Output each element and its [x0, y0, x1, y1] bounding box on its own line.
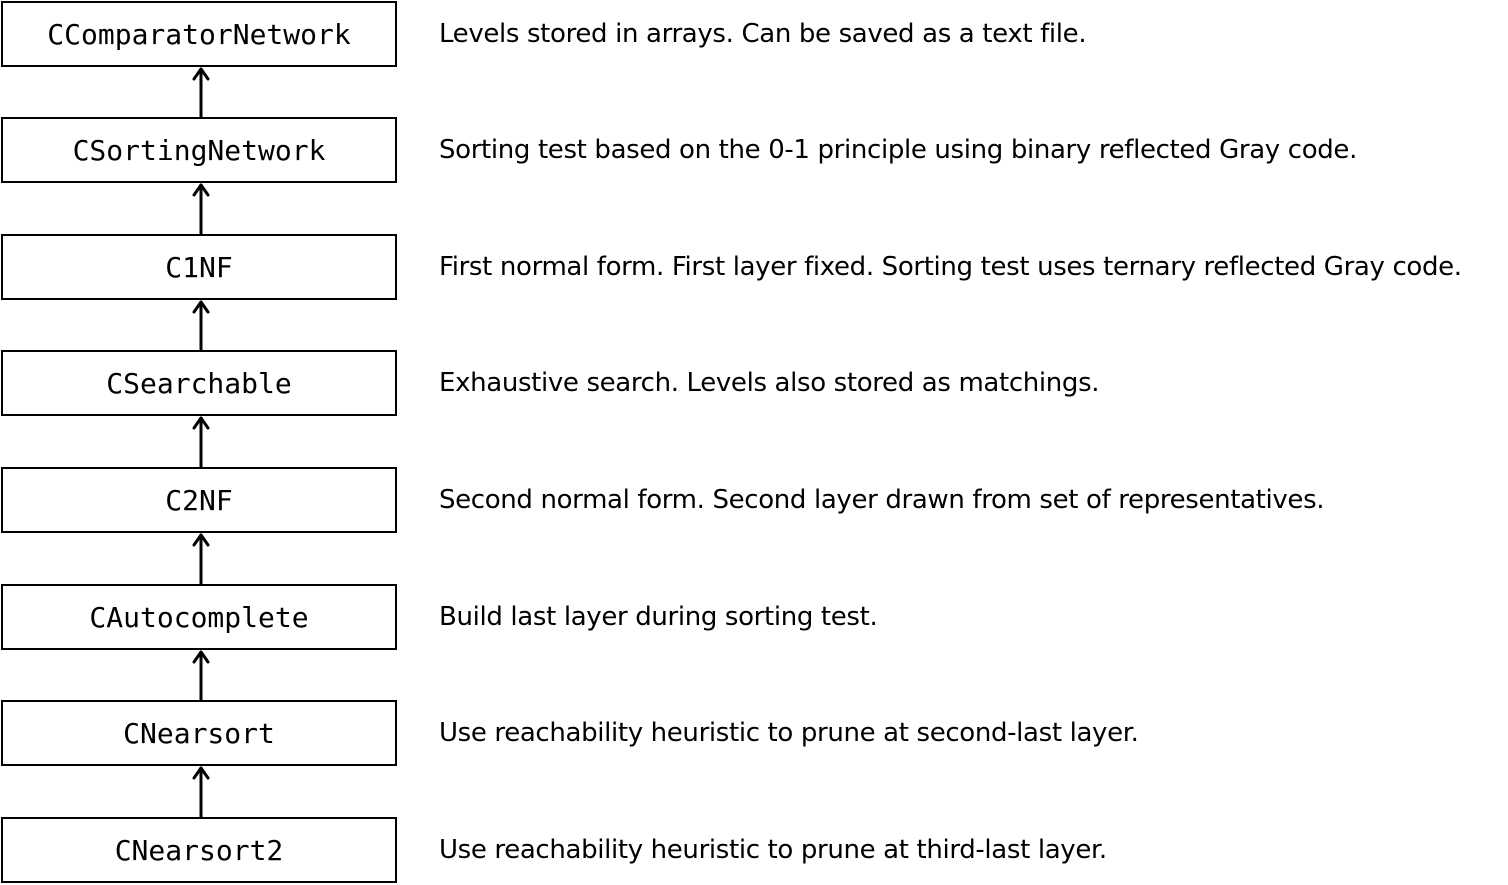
inheritance-arrow-cnearsort2: [194, 767, 208, 817]
class-description-ccomparatornetwork: Levels stored in arrays. Can be saved as a text file.: [439, 19, 1087, 49]
class-box-cnearsort: CNearsort: [1, 700, 397, 766]
class-box-ccomparatornetwork: CComparatorNetwork: [1, 1, 397, 67]
class-description-csearchable: Exhaustive search. Levels also stored as matchings.: [439, 368, 1100, 398]
inheritance-arrow-cnearsort: [194, 651, 208, 700]
class-description-c1nf: First normal form. First layer fixed. Sorting test uses ternary reflected Gray code.: [439, 252, 1462, 282]
class-description-cautocomplete: Build last layer during sorting test.: [439, 602, 878, 632]
class-box-cnearsort2: CNearsort2: [1, 817, 397, 883]
inheritance-arrow-c1nf: [194, 184, 208, 234]
class-box-csortingnetwork: CSortingNetwork: [1, 117, 397, 183]
inheritance-arrow-c2nf: [194, 417, 208, 467]
inheritance-arrow-csearchable: [194, 301, 208, 350]
class-box-c1nf: C1NF: [1, 234, 397, 300]
class-box-c2nf: C2NF: [1, 467, 397, 533]
class-description-c2nf: Second normal form. Second layer drawn from set of representatives.: [439, 485, 1325, 515]
class-box-cautocomplete: CAutocomplete: [1, 584, 397, 650]
class-description-cnearsort: Use reachability heuristic to prune at second-last layer.: [439, 718, 1139, 748]
class-box-csearchable: CSearchable: [1, 350, 397, 416]
class-description-csortingnetwork: Sorting test based on the 0-1 principle using binary reflected Gray code.: [439, 135, 1357, 165]
class-description-cnearsort2: Use reachability heuristic to prune at third-last layer.: [439, 835, 1107, 865]
inheritance-arrow-cautocomplete: [194, 534, 208, 584]
inheritance-arrow-csortingnetwork: [194, 68, 208, 117]
